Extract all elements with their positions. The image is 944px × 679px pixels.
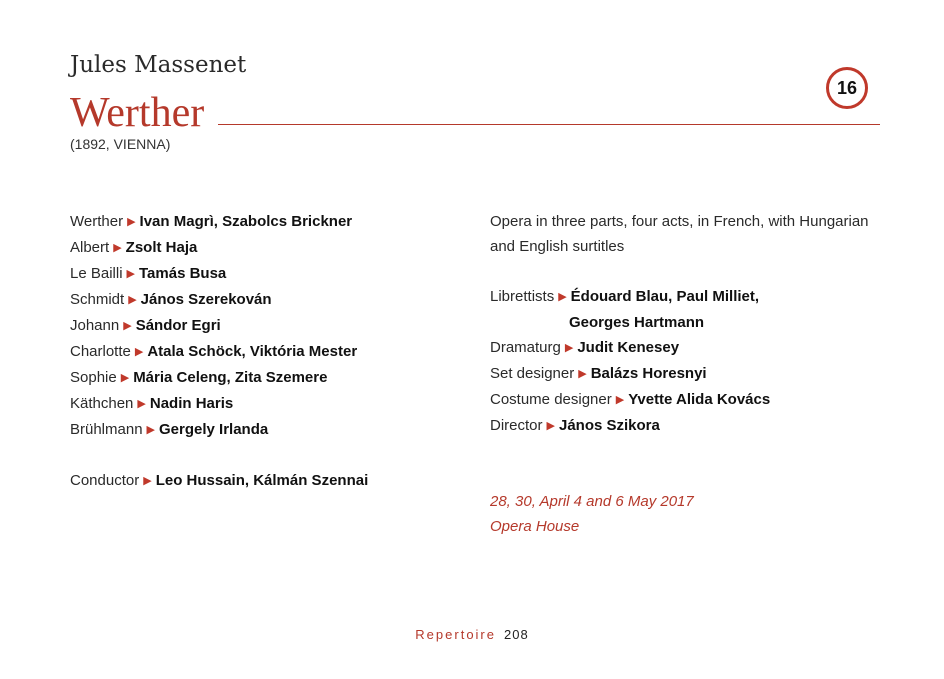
cast-names: János Szerekován bbox=[140, 291, 272, 308]
cast-names: Gergely Irlanda bbox=[159, 421, 269, 438]
conductor-role: Conductor bbox=[70, 472, 140, 489]
conductor-names: Leo Hussain, Kálmán Szennai bbox=[155, 472, 369, 489]
cast-row bbox=[70, 209, 460, 235]
cast-role: Albert bbox=[70, 239, 110, 256]
page-footer bbox=[0, 627, 944, 642]
cast-row bbox=[70, 391, 460, 417]
opera-title: Werther bbox=[70, 90, 205, 136]
credit-row-dramaturg bbox=[490, 335, 880, 361]
triangle-icon: ▶ bbox=[546, 420, 555, 432]
credit-names: Yvette Alida Kovács bbox=[628, 391, 771, 408]
cast-role: Schmidt bbox=[70, 291, 125, 308]
cast-row bbox=[70, 417, 460, 443]
title-rule bbox=[218, 124, 880, 125]
cast-role: Johann bbox=[70, 317, 120, 334]
credit-row-librettists bbox=[490, 284, 880, 310]
composer-name: Jules Massenet bbox=[70, 52, 247, 78]
page-number-badge bbox=[826, 67, 868, 109]
cast-role: Sophie bbox=[70, 369, 117, 386]
credit-row-librettists-cont bbox=[490, 310, 880, 335]
credit-names: Édouard Blau, Paul Milliet, bbox=[570, 288, 760, 305]
triangle-icon: ▶ bbox=[127, 216, 136, 228]
cast-names: Tamás Busa bbox=[139, 265, 227, 282]
triangle-icon: ▶ bbox=[146, 424, 156, 436]
cast-names: Zsolt Haja bbox=[125, 239, 198, 256]
credit-role: Director bbox=[490, 417, 543, 434]
cast-names: Sándor Egri bbox=[135, 317, 221, 334]
cast-row bbox=[70, 261, 460, 287]
triangle-icon: ▶ bbox=[143, 475, 152, 487]
cast-names: Nadin Haris bbox=[149, 395, 234, 412]
description-line: and English surtitles bbox=[490, 238, 625, 255]
triangle-icon: ▶ bbox=[564, 342, 574, 354]
triangle-icon: ▶ bbox=[578, 368, 587, 380]
credit-names: János Szikora bbox=[558, 417, 660, 434]
cast-role: Werther bbox=[70, 213, 124, 230]
cast-names: Mária Celeng, Zita Szemere bbox=[133, 369, 328, 386]
triangle-icon: ▶ bbox=[134, 346, 144, 358]
credit-row-director bbox=[490, 413, 880, 439]
production-column bbox=[490, 209, 880, 539]
footer-page-number: 208 bbox=[504, 627, 529, 642]
triangle-icon: ▶ bbox=[120, 372, 130, 384]
cast-row bbox=[70, 313, 460, 339]
triangle-icon: ▶ bbox=[113, 242, 122, 254]
badge-number: 16 bbox=[836, 77, 858, 98]
credit-role: Costume designer bbox=[490, 391, 612, 408]
credit-row-costume-designer bbox=[490, 387, 880, 413]
credit-role: Librettists bbox=[490, 288, 555, 305]
performance-venue: Opera House bbox=[490, 518, 580, 535]
cast-role: Charlotte bbox=[70, 343, 131, 360]
conductor-row bbox=[70, 468, 460, 494]
cast-row bbox=[70, 287, 460, 313]
opera-subtitle: (1892, VIENNA) bbox=[70, 136, 171, 152]
credit-role: Dramaturg bbox=[490, 339, 561, 356]
cast-row bbox=[70, 235, 460, 261]
cast-row bbox=[70, 339, 460, 365]
description-line: Opera in three parts, four acts, in French, with Hungarian bbox=[490, 213, 869, 230]
cast-names: Ivan Magrì, Szabolcs Brickner bbox=[139, 213, 353, 230]
triangle-icon: ▶ bbox=[558, 291, 567, 303]
cast-role: Käthchen bbox=[70, 395, 134, 412]
cast-role: Brühlmann bbox=[70, 421, 143, 438]
cast-names: Atala Schöck, Viktória Mester bbox=[147, 343, 358, 360]
cast-row bbox=[70, 365, 460, 391]
footer-section: Repertoire bbox=[415, 627, 496, 642]
credit-role: Set designer bbox=[490, 365, 575, 382]
credit-names: Judit Kenesey bbox=[577, 339, 680, 356]
credit-names: Balázs Horesnyi bbox=[590, 365, 707, 382]
credit-row-set-designer bbox=[490, 361, 880, 387]
performance-dates: 28, 30, April 4 and 6 May 2017 bbox=[490, 493, 694, 510]
triangle-icon: ▶ bbox=[137, 398, 146, 410]
triangle-icon: ▶ bbox=[126, 268, 135, 280]
cast-role: Le Bailli bbox=[70, 265, 123, 282]
cast-column bbox=[70, 209, 460, 494]
credit-names: Georges Hartmann bbox=[569, 314, 705, 331]
triangle-icon: ▶ bbox=[123, 320, 132, 332]
triangle-icon: ▶ bbox=[615, 394, 625, 406]
triangle-icon: ▶ bbox=[128, 294, 137, 306]
